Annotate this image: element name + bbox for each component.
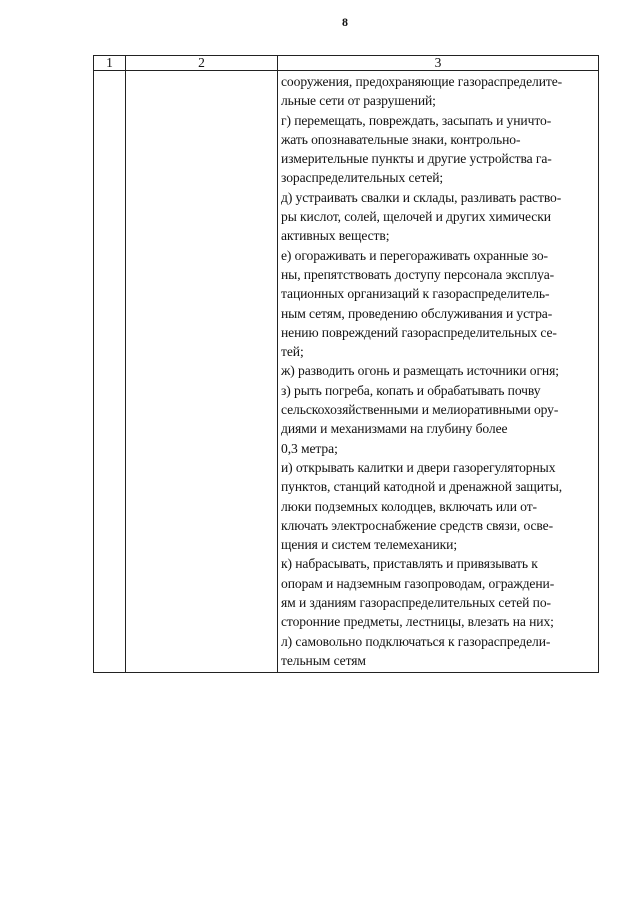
text-line: тельным сетям: [281, 652, 366, 668]
text-line: г) перемещать, повреждать, засыпать и уничто-: [281, 112, 552, 128]
table-cell-col1: [94, 71, 126, 673]
text-line: люки подземных колодцев, включать или от-: [281, 498, 537, 514]
text-line: д) устраивать свалки и склады, разливать раство-: [281, 189, 562, 205]
text-line: зораспределительных сетей;: [281, 170, 444, 186]
text-line: измерительные пункты и другие устройства га-: [281, 151, 552, 167]
regulation-table: [93, 55, 599, 673]
column-header-3: 3: [278, 56, 599, 71]
page-number: 8: [342, 15, 348, 29]
text-line: л) самовольно подключаться к газораспредели-: [281, 633, 551, 649]
text-line: сооружения, предохраняющие газораспределите-: [281, 74, 563, 89]
text-line: активных веществ;: [281, 228, 390, 244]
text-line: к) набрасывать, приставлять и привязывать к: [281, 556, 538, 572]
text-line: тационных организаций к газораспределитель-: [281, 286, 550, 302]
table-cell-col2: [126, 71, 278, 673]
text-line: нению повреждений газораспределительных се-: [281, 324, 557, 340]
text-line: ям и зданиям газораспределительных сетей по-: [281, 595, 551, 611]
text-line: диями и механизмами на глубину более: [281, 421, 508, 437]
text-line: и) открывать калитки и двери газорегуляторных: [281, 459, 556, 475]
text-line: опорам и надземным газопроводам, ограждени-: [281, 575, 555, 591]
text-line: 0,3 метра;: [281, 440, 338, 456]
text-line: ключать электроснабжение средств связи, осве-: [281, 517, 554, 533]
text-line: щения и систем телемеханики;: [281, 537, 457, 553]
text-line: ры кислот, солей, щелочей и других химически: [281, 209, 551, 225]
column-header-2: 2: [126, 56, 278, 71]
text-line: сторонние предметы, лестницы, влезать на них;: [281, 614, 554, 630]
column-header-1: 1: [94, 56, 126, 71]
table-cell-col3: [278, 71, 599, 673]
text-line: ным сетям, проведению обслуживания и устра-: [281, 305, 553, 321]
text-line: пунктов, станций катодной и дренажной защиты,: [281, 479, 563, 495]
text-line: ж) разводить огонь и размещать источники огня;: [281, 363, 559, 379]
text-line: е) огораживать и перегораживать охранные зо-: [281, 247, 548, 263]
text-line: тей;: [281, 344, 304, 360]
table-header-row: [94, 56, 599, 71]
text-line: жать опознавательные знаки, контрольно-: [281, 131, 521, 147]
text-line: з) рыть погреба, копать и обрабатывать почву: [281, 382, 541, 398]
text-line: ны, препятствовать доступу персонала эксплуа-: [281, 266, 555, 282]
text-line: сельскохозяйственными и мелиоративными ору-: [281, 402, 559, 418]
table-row: [94, 71, 599, 673]
text-line: льные сети от разрушений;: [281, 93, 436, 109]
